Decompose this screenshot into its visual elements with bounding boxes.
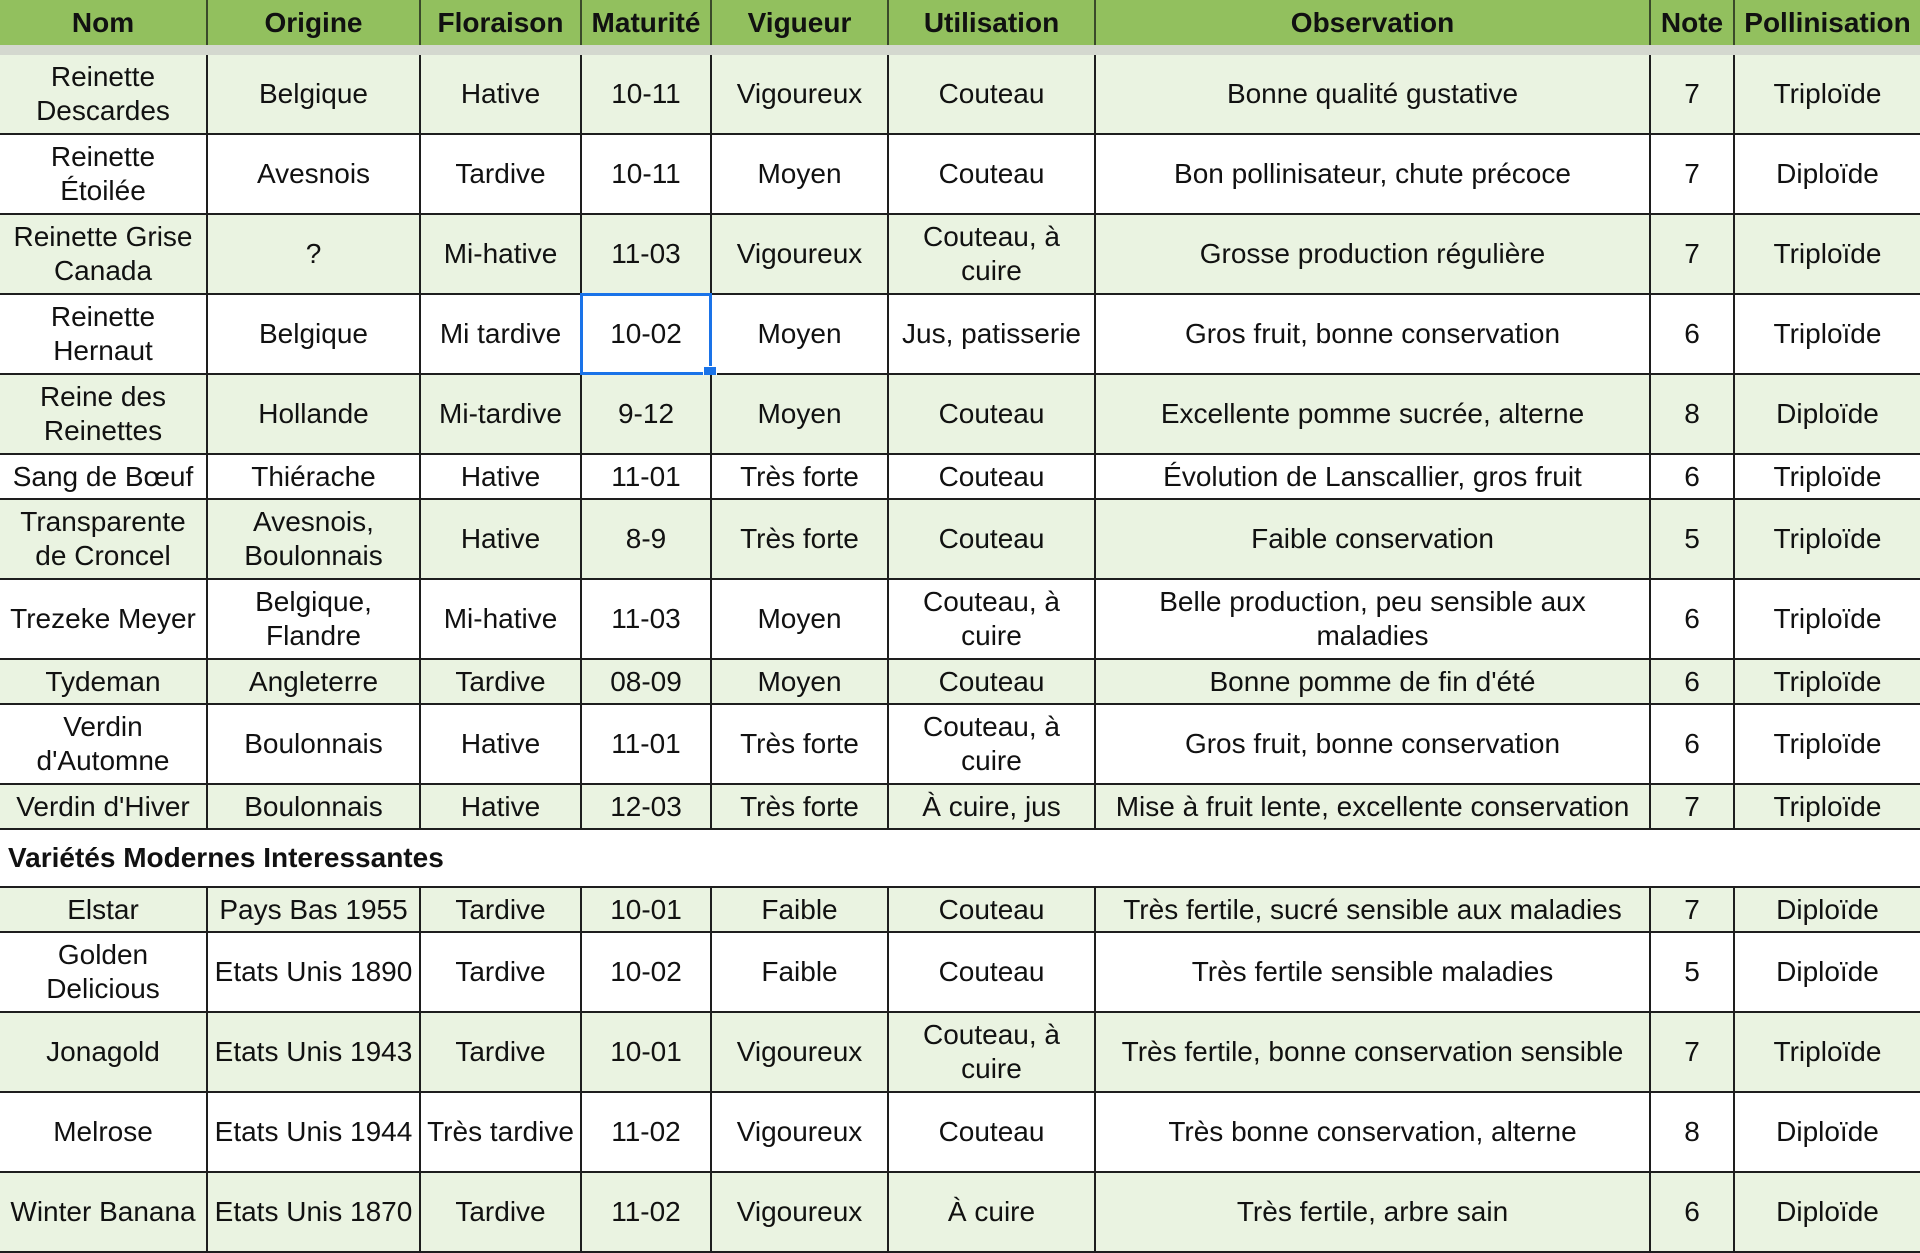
- cell-nom[interactable]: Tydeman: [0, 660, 208, 703]
- cell-maturite[interactable]: 11-01: [582, 455, 712, 498]
- cell-maturite-selected[interactable]: [582, 295, 712, 373]
- cell-observation[interactable]: Excellente pomme sucrée, alterne: [1096, 375, 1651, 453]
- cell-utilisation[interactable]: Couteau, à cuire: [889, 705, 1096, 783]
- cell-maturite[interactable]: 10-11: [582, 55, 712, 133]
- cell-vigueur[interactable]: Vigoureux: [712, 1173, 889, 1251]
- cell-observation[interactable]: Gros fruit, bonne conservation: [1096, 705, 1651, 783]
- cell-pollinisation[interactable]: Diploïde: [1776, 398, 1879, 429]
- cell-floraison[interactable]: Hative: [421, 455, 582, 498]
- cell-floraison[interactable]: Mi-hative: [421, 215, 582, 293]
- cell-nom[interactable]: Verdin d'Automne: [0, 705, 208, 783]
- cell-floraison[interactable]: Tardive: [421, 135, 582, 213]
- cell-nom[interactable]: Winter Banana: [0, 1173, 208, 1251]
- table-row: [0, 705, 1920, 785]
- cell-note[interactable]: 7: [1651, 888, 1735, 931]
- table-row: [0, 660, 1920, 705]
- cell-maturite[interactable]: 10-01: [582, 1013, 712, 1091]
- cell-origine[interactable]: Etats Unis 1890: [208, 933, 421, 1011]
- cell-nom[interactable]: Golden Delicious: [0, 933, 208, 1011]
- cell-origine[interactable]: Pays Bas 1955: [208, 888, 421, 931]
- cell-utilisation[interactable]: Jus, patisserie: [889, 295, 1096, 373]
- cell-pollinisation[interactable]: Diploïde: [1776, 893, 1879, 925]
- cell-origine[interactable]: Etats Unis 1943: [208, 1013, 421, 1091]
- cell-maturite[interactable]: 10-11: [582, 135, 712, 213]
- table-row: [0, 888, 1920, 933]
- cell-maturite[interactable]: 8-9: [582, 500, 712, 578]
- cell-vigueur[interactable]: Très forte: [712, 455, 889, 498]
- cell-nom[interactable]: Elstar: [0, 888, 208, 931]
- cell-vigueur[interactable]: Moyen: [712, 580, 889, 658]
- cell-note[interactable]: 6: [1651, 580, 1735, 658]
- table-row: [0, 500, 1920, 580]
- header-cell-floraison[interactable]: Floraison: [421, 0, 582, 45]
- cell-utilisation[interactable]: À cuire: [889, 1173, 1096, 1251]
- cell-observation[interactable]: Bonne qualité gustative: [1096, 55, 1651, 133]
- cell-maturite[interactable]: 11-02: [582, 1093, 712, 1171]
- cell-observation[interactable]: Faible conservation: [1096, 500, 1651, 578]
- cell-note[interactable]: 6: [1651, 295, 1735, 373]
- cell-utilisation[interactable]: Couteau: [889, 888, 1096, 931]
- cell-note[interactable]: 5: [1651, 933, 1735, 1011]
- cell-pollinisation[interactable]: Diploïde: [1776, 1116, 1879, 1147]
- table-row: [0, 455, 1920, 500]
- cell-vigueur[interactable]: Moyen: [712, 375, 889, 453]
- cell-note[interactable]: 6: [1651, 455, 1735, 498]
- cell-pollinisation[interactable]: Triploïde: [1773, 728, 1882, 759]
- cell-observation[interactable]: Très fertile, bonne conservation sensible: [1096, 1013, 1651, 1091]
- cell-pollinisation[interactable]: Triploïde: [1773, 790, 1882, 822]
- cell-observation[interactable]: Grosse production régulière: [1096, 215, 1651, 293]
- cell-note[interactable]: 5: [1651, 500, 1735, 578]
- cell-observation[interactable]: Évolution de Lanscallier, gros fruit: [1096, 455, 1651, 498]
- cell-utilisation[interactable]: Couteau: [889, 455, 1096, 498]
- cell-note[interactable]: 7: [1651, 785, 1735, 828]
- cell-pollinisation[interactable]: Diploïde: [1776, 158, 1879, 189]
- cell-note[interactable]: 7: [1651, 135, 1735, 213]
- cell-pollinisation[interactable]: Triploïde: [1773, 665, 1882, 697]
- cell-floraison[interactable]: Tardive: [421, 933, 582, 1011]
- table-row: [0, 215, 1920, 295]
- cell-nom[interactable]: Jonagold: [0, 1013, 208, 1091]
- frozen-header-divider: [0, 45, 1920, 55]
- cell-nom[interactable]: Melrose: [0, 1093, 208, 1171]
- cell-floraison[interactable]: Tardive: [421, 660, 582, 703]
- cell-maturite[interactable]: 11-01: [582, 705, 712, 783]
- cell-maturite[interactable]: 12-03: [582, 785, 712, 828]
- cell-vigueur[interactable]: Faible: [712, 888, 889, 931]
- cell-vigueur[interactable]: Moyen: [712, 660, 889, 703]
- cell-pollinisation[interactable]: Diploïde: [1776, 1196, 1879, 1227]
- table-row: [0, 785, 1920, 830]
- table-body: [0, 55, 1920, 1253]
- cell-floraison[interactable]: Tardive: [421, 1173, 582, 1251]
- cell-maturite[interactable]: 11-02: [582, 1173, 712, 1251]
- cell-utilisation[interactable]: Couteau: [889, 135, 1096, 213]
- cell-origine[interactable]: Thiérache: [208, 455, 421, 498]
- cell-floraison[interactable]: Mi tardive: [421, 295, 582, 373]
- section-row: [0, 830, 1920, 888]
- header-cell-utilisation[interactable]: Utilisation: [889, 0, 1096, 45]
- cell-maturite[interactable]: 10-02: [582, 933, 712, 1011]
- cell-nom[interactable]: Reinette Hernaut: [0, 295, 208, 373]
- cell-vigueur[interactable]: Faible: [712, 933, 889, 1011]
- cell-floraison[interactable]: Hative: [421, 55, 582, 133]
- cell-observation[interactable]: Bonne pomme de fin d'été: [1096, 660, 1651, 703]
- cell-utilisation[interactable]: À cuire, jus: [889, 785, 1096, 828]
- cell-maturite[interactable]: 10-01: [582, 888, 712, 931]
- cell-pollinisation[interactable]: Triploïde: [1773, 1036, 1882, 1067]
- table-row: [0, 1173, 1920, 1253]
- cell-floraison[interactable]: Mi-hative: [421, 580, 582, 658]
- cell-utilisation[interactable]: Couteau: [889, 375, 1096, 453]
- header-cell-maturite[interactable]: Maturité: [582, 0, 712, 45]
- cell-origine[interactable]: Boulonnais: [208, 785, 421, 828]
- cell-note[interactable]: 6: [1651, 1173, 1735, 1251]
- header-row: [0, 0, 1920, 45]
- cell-note[interactable]: 6: [1651, 660, 1735, 703]
- cell-origine[interactable]: Boulonnais: [208, 705, 421, 783]
- cell-nom[interactable]: Reinette Grise Canada: [0, 215, 208, 293]
- cell-floraison[interactable]: Tardive: [421, 888, 582, 931]
- cell-observation[interactable]: Mise à fruit lente, excellente conservation: [1096, 785, 1651, 828]
- cell-vigueur[interactable]: Très forte: [712, 785, 889, 828]
- cell-floraison[interactable]: Très tardive: [421, 1093, 582, 1171]
- cell-origine[interactable]: ?: [208, 215, 421, 293]
- cell-vigueur[interactable]: Vigoureux: [712, 1013, 889, 1091]
- cell-origine[interactable]: Hollande: [208, 375, 421, 453]
- cell-pollinisation[interactable]: Triploïde: [1773, 238, 1882, 269]
- table-row: [0, 135, 1920, 215]
- table-row: [0, 933, 1920, 1013]
- cell-origine[interactable]: Belgique, Flandre: [208, 580, 421, 658]
- cell-pollinisation[interactable]: Triploïde: [1773, 78, 1882, 109]
- cell-pollinisation[interactable]: Diploïde: [1776, 956, 1879, 987]
- cell-floraison[interactable]: Hative: [421, 500, 582, 578]
- cell-note[interactable]: 7: [1651, 1013, 1735, 1091]
- cell-floraison[interactable]: Mi-tardive: [421, 375, 582, 453]
- cell-vigueur[interactable]: Vigoureux: [712, 55, 889, 133]
- cell-vigueur[interactable]: Très forte: [712, 705, 889, 783]
- table-row: [0, 1093, 1920, 1173]
- cell-note[interactable]: 7: [1651, 55, 1735, 133]
- cell-nom[interactable]: Reinette Étoilée: [0, 135, 208, 213]
- cell-nom[interactable]: Trezeke Meyer: [0, 580, 208, 658]
- cell-vigueur[interactable]: Moyen: [712, 295, 889, 373]
- cell-nom[interactable]: Sang de Bœuf: [0, 455, 208, 498]
- cell-nom[interactable]: Verdin d'Hiver: [0, 785, 208, 828]
- cell-vigueur[interactable]: Très forte: [712, 500, 889, 578]
- cell-utilisation[interactable]: Couteau, à cuire: [889, 580, 1096, 658]
- cell-utilisation[interactable]: Couteau, à cuire: [889, 215, 1096, 293]
- cell-observation[interactable]: Bon pollinisateur, chute précoce: [1096, 135, 1651, 213]
- cell-observation[interactable]: Très fertile sensible maladies: [1096, 933, 1651, 1011]
- header-cell-note[interactable]: Note: [1651, 0, 1735, 45]
- cell-origine[interactable]: Etats Unis 1870: [208, 1173, 421, 1251]
- cell-pollinisation[interactable]: Triploïde: [1773, 603, 1882, 634]
- cell-origine[interactable]: Belgique: [208, 295, 421, 373]
- header-cell-nom[interactable]: Nom: [0, 0, 208, 45]
- cell-utilisation[interactable]: Couteau: [889, 500, 1096, 578]
- cell-nom[interactable]: Transparente de Croncel: [0, 500, 208, 578]
- table-row: [0, 580, 1920, 660]
- cell-maturite[interactable]: 11-03: [582, 215, 712, 293]
- cell-maturite[interactable]: 08-09: [582, 660, 712, 703]
- cell-observation[interactable]: Très bonne conservation, alterne: [1096, 1093, 1651, 1171]
- cell-maturite[interactable]: 11-03: [582, 580, 712, 658]
- cell-floraison[interactable]: Tardive: [421, 1013, 582, 1091]
- cell-note[interactable]: 8: [1651, 1093, 1735, 1171]
- cell-vigueur[interactable]: Vigoureux: [712, 1093, 889, 1171]
- table-row: [0, 295, 1920, 375]
- cell-pollinisation[interactable]: Triploïde: [1773, 523, 1882, 554]
- cell-origine[interactable]: Avesnois: [208, 135, 421, 213]
- cell-floraison[interactable]: Hative: [421, 785, 582, 828]
- selected-cell-text: 10-02: [610, 318, 682, 349]
- section-title[interactable]: Variétés Modernes Interessantes: [8, 842, 444, 873]
- cell-origine[interactable]: Belgique: [208, 55, 421, 133]
- cell-nom[interactable]: Reine des Reinettes: [0, 375, 208, 453]
- table-row: [0, 375, 1920, 455]
- cell-utilisation[interactable]: Couteau: [889, 660, 1096, 703]
- cell-note[interactable]: 6: [1651, 705, 1735, 783]
- cell-utilisation[interactable]: Couteau, à cuire: [889, 1013, 1096, 1091]
- cell-utilisation[interactable]: Couteau: [889, 1093, 1096, 1171]
- cell-observation[interactable]: Très fertile, sucré sensible aux maladies: [1096, 888, 1651, 931]
- cell-origine[interactable]: Avesnois, Boulonnais: [208, 500, 421, 578]
- header-cell-observation[interactable]: Observation: [1096, 0, 1651, 45]
- cell-floraison[interactable]: Hative: [421, 705, 582, 783]
- table-row: [0, 1013, 1920, 1093]
- cell-origine[interactable]: Etats Unis 1944: [208, 1093, 421, 1171]
- cell-nom[interactable]: Reinette Descardes: [0, 55, 208, 133]
- header-cell-pollinisation[interactable]: Pollinisation: [1744, 6, 1911, 38]
- cell-vigueur[interactable]: Vigoureux: [712, 215, 889, 293]
- cell-note[interactable]: 7: [1651, 215, 1735, 293]
- header-cell-origine[interactable]: Origine: [208, 0, 421, 45]
- cell-utilisation[interactable]: Couteau: [889, 55, 1096, 133]
- cell-vigueur[interactable]: Moyen: [712, 135, 889, 213]
- table-row: [0, 55, 1920, 135]
- cell-pollinisation[interactable]: Triploïde: [1773, 460, 1882, 492]
- cell-observation[interactable]: Belle production, peu sensible aux maladies: [1096, 580, 1651, 658]
- header-cell-vigueur[interactable]: Vigueur: [712, 0, 889, 45]
- cell-origine[interactable]: Angleterre: [208, 660, 421, 703]
- cell-observation[interactable]: Gros fruit, bonne conservation: [1096, 295, 1651, 373]
- cell-pollinisation[interactable]: Triploïde: [1773, 318, 1882, 349]
- cell-utilisation[interactable]: Couteau: [889, 933, 1096, 1011]
- cell-maturite[interactable]: 9-12: [582, 375, 712, 453]
- cell-observation[interactable]: Très fertile, arbre sain: [1096, 1173, 1651, 1251]
- cell-note[interactable]: 8: [1651, 375, 1735, 453]
